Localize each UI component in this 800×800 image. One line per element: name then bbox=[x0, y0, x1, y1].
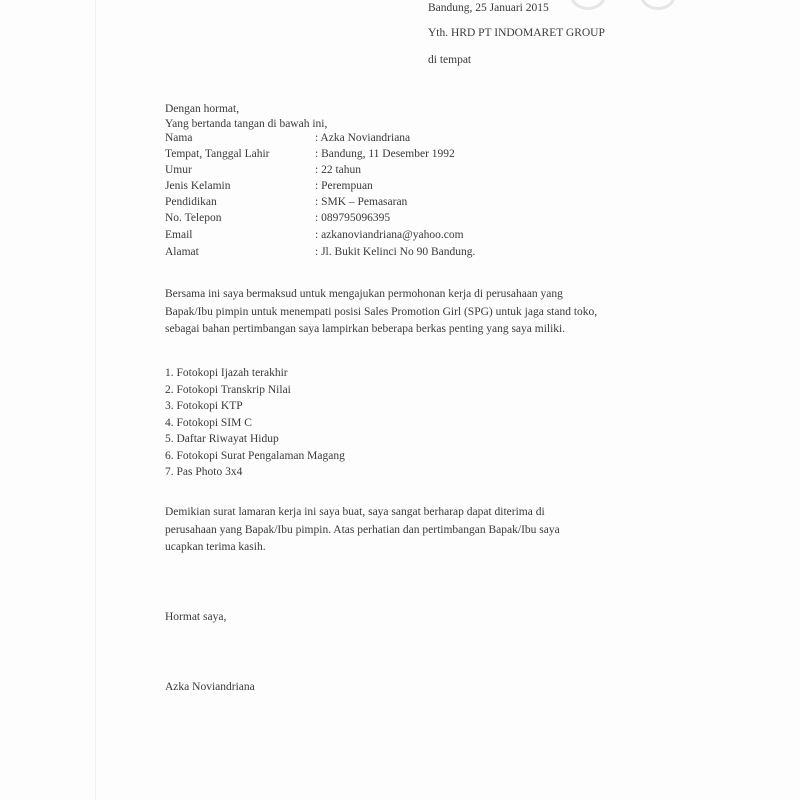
attachment-list bbox=[165, 365, 345, 481]
paragraph-line: sebagai bahan pertimbangan saya lampirkan beberapa berkas penting yang saya miliki. bbox=[165, 323, 566, 335]
watermark-shape bbox=[640, 0, 676, 10]
field-value: : Azka Noviandriana bbox=[315, 132, 411, 144]
closing-paragraph bbox=[165, 504, 560, 557]
field-value: : azkanoviandriana@yahoo.com bbox=[315, 229, 464, 241]
list-item: 4. Fotokopi SIM C bbox=[165, 416, 252, 429]
list-item: 7. Pas Photo 3x4 bbox=[165, 466, 243, 478]
paragraph-line: perusahaan yang Bapak/Ibu pimpin. Atas perhatian dan pertimbangan Bapak/Ibu saya bbox=[165, 523, 560, 536]
field-label: No. Telepon bbox=[165, 212, 222, 224]
field-value: : Jl. Bukit Kelinci No 90 Bandung. bbox=[315, 246, 476, 258]
greeting: Dengan hormat, bbox=[165, 103, 240, 115]
list-item: 6. Fotokopi Surat Pengalaman Magang bbox=[165, 449, 345, 462]
list-item: 3. Fotokopi KTP bbox=[165, 400, 243, 412]
signature-name: Azka Noviandriana bbox=[165, 681, 255, 693]
watermark-shape bbox=[570, 0, 606, 10]
field-value: : Bandung, 11 Desember 1992 bbox=[315, 148, 455, 160]
field-row bbox=[165, 148, 455, 160]
signoff: Hormat saya, bbox=[165, 611, 227, 623]
list-item: 2. Fotokopi Transkrip Nilai bbox=[165, 383, 291, 396]
field-label: Tempat, Tanggal Lahir bbox=[165, 148, 270, 160]
letter-place: di tempat bbox=[428, 54, 472, 66]
paragraph-line: Bapak/Ibu pimpin untuk menempati posisi Sales Promotion Girl (SPG) untuk jaga stand toko, bbox=[165, 305, 598, 318]
field-label: Email bbox=[165, 229, 193, 241]
field-label: Jenis Kelamin bbox=[165, 180, 231, 192]
field-label: Nama bbox=[165, 132, 193, 144]
field-row bbox=[165, 246, 476, 258]
field-row bbox=[165, 229, 464, 241]
paragraph-line: ucapkan terima kasih. bbox=[165, 541, 266, 553]
list-item: 1. Fotokopi Ijazah terakhir bbox=[165, 367, 288, 379]
paragraph-line: Bersama ini saya bermaksud untuk mengajukan permohonan kerja di perusahaan yang bbox=[165, 288, 563, 300]
letter-date: Bandung, 25 Januari 2015 bbox=[428, 2, 549, 14]
letter-recipient: Yth. HRD PT INDOMARET GROUP bbox=[428, 27, 605, 39]
field-row bbox=[165, 180, 373, 192]
field-value: : 089795096395 bbox=[315, 212, 391, 224]
field-row bbox=[165, 164, 361, 176]
paragraph-line: Demikian surat lamaran kerja ini saya buat, saya sangat berharap dapat diterima di bbox=[165, 506, 545, 518]
field-value: : 22 tahun bbox=[315, 164, 361, 176]
field-row bbox=[165, 132, 411, 144]
field-label: Umur bbox=[165, 164, 192, 176]
list-item: 5. Daftar Riwayat Hidup bbox=[165, 433, 279, 445]
page-edge bbox=[95, 0, 96, 800]
field-value: : Perempuan bbox=[315, 180, 373, 192]
body-paragraph bbox=[165, 286, 597, 339]
field-value: : SMK – Pemasaran bbox=[315, 196, 408, 208]
field-row bbox=[165, 196, 408, 208]
field-row bbox=[165, 212, 391, 224]
field-label: Alamat bbox=[165, 246, 199, 258]
field-label: Pendidikan bbox=[165, 196, 217, 208]
intro: Yang bertanda tangan di bawah ini, bbox=[165, 118, 328, 130]
